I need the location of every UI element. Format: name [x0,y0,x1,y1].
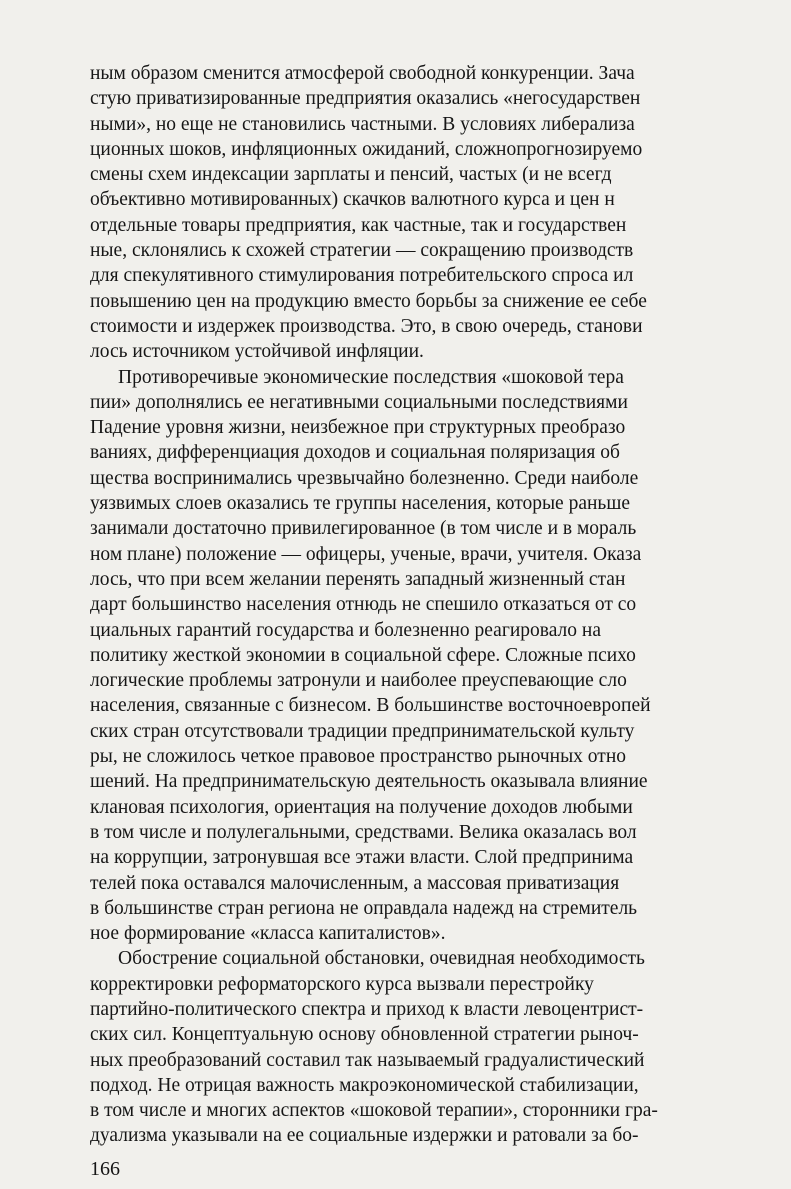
text-line: Обострение социальной обстановки, очевидная необходимость [118,948,645,970]
text-line: подход. Не отрицая важность макроэкономической стабилизации, [90,1074,639,1096]
text-line: объективно мотивированных) скачков валютного курса и цен н [90,189,615,211]
text-line: населения, связанные с бизнесом. В большинстве восточноевропей [90,695,651,717]
text-line: щества воспринимались чрезвычайно болезненно. Среди наиболе [90,467,639,489]
text-line: уязвимых слоев оказались те группы населения, которые раньше [90,493,630,515]
text-line: клановая психология, ориентация на получение доходов любыми [90,796,633,818]
text-line: циальных гарантий государства и болезненно реагировало на [90,619,601,641]
text-line: ном плане) положение — офицеры, ученые, врачи, учителя. Оказа [90,543,642,565]
text-line: в том числе и многих аспектов «шоковой терапии», сторонники гра- [90,1100,658,1122]
text-line: в большинстве стран региона не оправдала надежд на стремитель [90,897,638,919]
text-line: ных преобразований составил так называемый градуалистический [90,1049,645,1071]
text-line: в том числе и полулегальными, средствами. Велика оказалась вол [90,821,637,843]
text-line: занимали достаточно привилегированное (в том числе и в мораль [90,518,637,540]
text-line: корректировки реформаторского курса вызвали перестройку [90,973,594,995]
text-line: телей пока оставался малочисленным, а массовая приватизация [90,872,620,894]
text-line: стоимости и издержек производства. Это, в свою очередь, станови [90,315,643,337]
text-line: повышению цен на продукцию вместо борьбы за снижение ее себе [90,290,647,312]
text-line: ным образом сменится атмосферой свободной конкуренции. Зача [90,63,635,84]
text-line: для спекулятивного стимулирования потребительского спроса ил [90,265,634,287]
text-line: пии» дополнялись ее негативными социальными последствиями [90,391,628,413]
text-line: дуализма указывали на ее социальные издержки и ратовали за бо- [90,1125,639,1147]
text-line: ное формирование «класса капиталистов». [90,923,446,945]
text-line: ционных шоков, инфляционных ожиданий, сложнопрогнозируемо [90,138,643,160]
text-line: стую приватизированные предприятия оказались «негосударствен [90,88,641,110]
text-line: дарт большинство населения отнюдь не спешило отказаться от со [90,594,637,616]
body-text [90,61,758,1149]
text-line: ских сил. Концептуальную основу обновленной стратегии рыноч- [90,1024,639,1046]
text-line: Падение уровня жизни, неизбежное при структурных преобразо [90,417,626,439]
text-line: смены схем индексации зарплаты и пенсий, частых (и не всегд [90,164,612,186]
text-line: лось, что при всем желании перенять западный жизненный стан [90,568,626,590]
text-line: партийно-политического спектра и приход к власти левоцентрист- [90,998,644,1020]
text-line: ные, склонялись к схожей стратегии — сокращению производств [90,240,634,262]
text-line: ских стран отсутствовали традиции предпринимательской культу [90,720,635,742]
text-line: Противоречивые экономические последствия «шоковой тера [118,366,624,388]
text-line: ными», но еще не становились частными. В условиях либерализа [90,113,635,135]
text-line: на коррупции, затронувшая все этажи власти. Слой предпринима [90,847,634,869]
text-line: лось источником устойчивой инфляции. [90,341,424,363]
text-line: ры, не сложилось четкое правовое пространство рыночных отно [90,746,627,768]
text-line: отдельные товары предприятия, как частные, так и государствен [90,214,627,236]
text-line: ваниях, дифференциация доходов и социальная поляризация об [90,442,620,464]
text-line: логические проблемы затронули и наиболее преуспевающие сло [90,670,627,692]
page-number: 166 [90,1158,120,1180]
text-line: политику жесткой экономии в социальной сфере. Сложные психо [90,644,636,666]
text-line: шений. На предпринимательскую деятельность оказывала влияние [90,771,648,793]
